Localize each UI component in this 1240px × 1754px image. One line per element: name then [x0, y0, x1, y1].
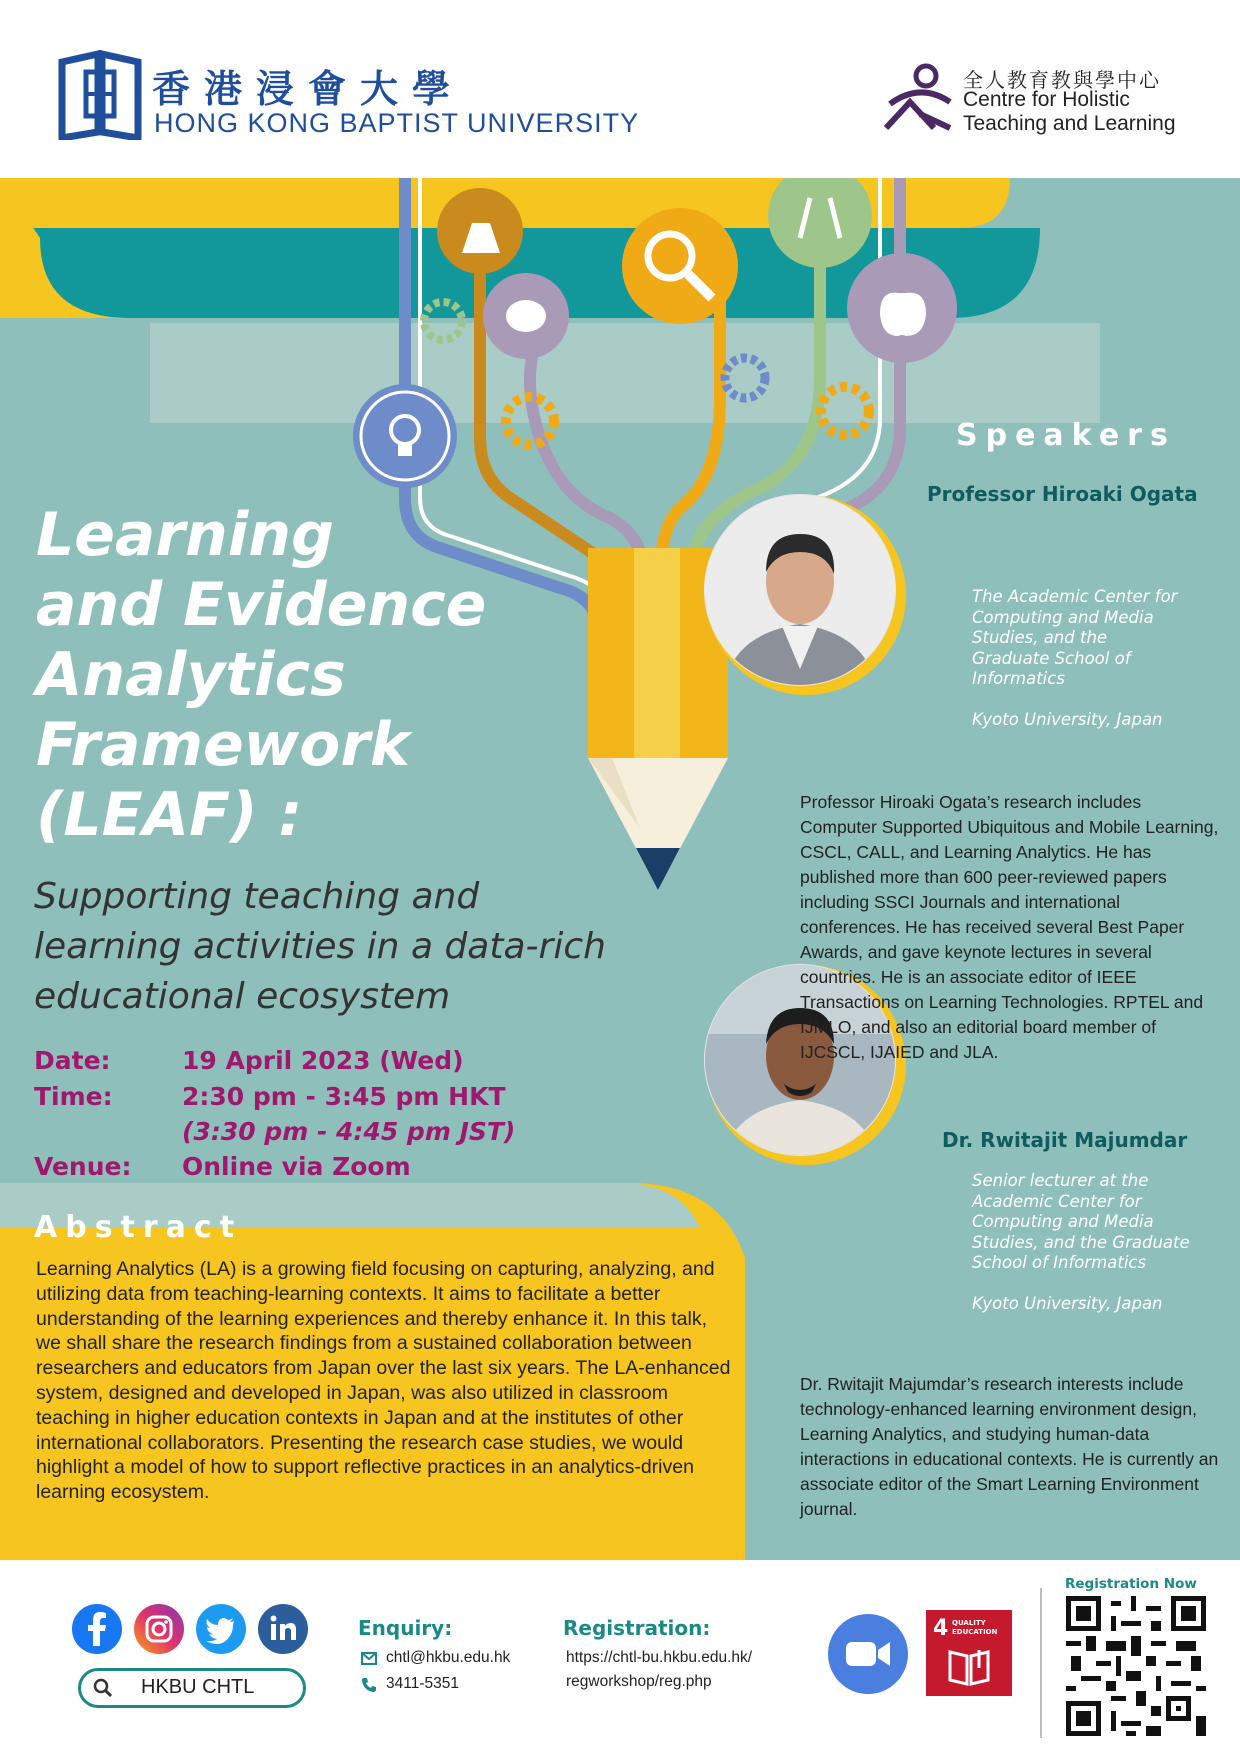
email-icon	[361, 1652, 377, 1665]
event-subtitle	[34, 872, 606, 1022]
affiliation-line: Informatics	[972, 669, 1065, 688]
linkedin-icon[interactable]	[258, 1604, 308, 1654]
chtl-logo-icon	[880, 62, 958, 134]
registration-url-line: regworkshop/reg.php	[566, 1673, 712, 1690]
affiliation-line: Studies, and the Graduate	[972, 1232, 1190, 1252]
centre-name-en-line2: Teaching and Learning	[963, 112, 1176, 135]
affiliation-line: Studies, and the	[972, 628, 1108, 647]
enquiry-phone[interactable]: 3411-5351	[386, 1675, 459, 1692]
search-box[interactable]	[78, 1668, 306, 1708]
enquiry-label: Enquiry:	[358, 1616, 453, 1640]
search-icon	[93, 1678, 113, 1698]
affiliation-line: Senior lecturer at the	[972, 1171, 1149, 1190]
speaker-1-affiliation	[972, 587, 1232, 730]
centre-name-zh: 全人教育教與學中心	[963, 68, 1161, 92]
abstract-text: Learning Analytics (LA) is a growing field focusing on capturing, analyzing, and utilizing data from teaching-learning contexts. It aims to facilitate a better understanding of the learning experiences and thereby enhance it. In this talk, we shall share the research findings from a sustained collaboration between researchers and educators from Japan over the last six years. The LA-enhanced system, designed and developed in Japan, was also utilized in classroom teaching in higher education contexts in Japan and at the institutes of other international collaborators. Presenting the research case studies, we would highlight a model of how to support reflective practices in an analytics-driven learning ecosystem.	[36, 1258, 731, 1504]
event-subtitle-line: educational ecosystem	[34, 976, 451, 1017]
facebook-icon[interactable]	[72, 1604, 122, 1654]
footer-divider	[1040, 1588, 1042, 1738]
sdg4-number: 4	[933, 1616, 949, 1641]
speaker-1-bio: Professor Hiroaki Ogata’s research includes Computer Supported Ubiquitous and Mobile Learning, CSCL, CALL, and Learning Analytics. He has published more than 600 peer-reviewed papers including SSCI Journals and international conferences. He has received several Best Paper Awards, and gave keynote lectures in several countries. He is an associate editor of IEEE Transactions on Learning Technologies. RPTEL and IJMLO, and also an editorial board member of IJCSCL, IJAIED and JLA.	[800, 792, 1219, 1062]
registration-url-line: https://chtl-bu.hkbu.edu.hk/	[566, 1649, 753, 1666]
affiliation-line: Academic Center for	[972, 1191, 1142, 1211]
affiliation-line: Computing and Media	[972, 607, 1154, 627]
university-name-en: HONG KONG BAPTIST UNIVERSITY	[154, 108, 640, 138]
sdg4-badge	[926, 1610, 1012, 1696]
university-name-zh: 香港浸會大學	[152, 67, 465, 111]
phone-icon	[361, 1677, 377, 1693]
instagram-icon[interactable]	[134, 1604, 184, 1654]
venue-value: Online via Zoom	[182, 1152, 411, 1181]
event-title-line: (LEAF) :	[36, 780, 303, 850]
sdg4-label-line: QUALITY	[952, 1619, 986, 1627]
date-value: 19 April 2023 (Wed)	[182, 1046, 464, 1075]
affiliation-line: School of Informatics	[972, 1253, 1147, 1272]
speaker-1-institution: Kyoto University, Japan	[972, 709, 1163, 729]
affiliation-line: The Academic Center for	[972, 587, 1178, 606]
header	[0, 0, 1240, 178]
twitter-icon[interactable]	[196, 1604, 246, 1654]
registration-label: Registration:	[563, 1616, 711, 1640]
qr-caption: Registration Now	[1065, 1576, 1197, 1592]
speaker-2-name: Dr. Rwitajit Majumdar	[942, 1128, 1188, 1152]
affiliation-line: Computing and Media	[972, 1212, 1154, 1231]
event-title-line: Analytics	[36, 640, 346, 710]
event-title-line: Learning	[36, 500, 334, 570]
centre-name-en-line1: Centre for Holistic	[963, 88, 1130, 111]
search-text: HKBU CHTL	[141, 1676, 255, 1698]
registration-url[interactable]	[566, 1649, 752, 1691]
speaker-2-affiliation	[972, 1171, 1240, 1314]
footer	[0, 1560, 1240, 1754]
enquiry-email[interactable]: chtl@hkbu.edu.hk	[386, 1649, 511, 1666]
zoom-icon	[828, 1614, 908, 1694]
centre-name-en	[963, 88, 1176, 136]
time-label: Time:	[34, 1082, 113, 1111]
event-title-line: Framework	[36, 710, 410, 780]
time-value-jst: (3:30 pm - 4:45 pm JST)	[182, 1117, 516, 1146]
hkbu-logo-icon	[58, 50, 142, 140]
poster-body	[0, 178, 1240, 1560]
event-title-line: and Evidence	[36, 570, 487, 640]
event-title	[36, 500, 486, 850]
registration-qr-code-icon[interactable]	[1066, 1596, 1206, 1736]
book-icon	[946, 1646, 992, 1686]
speaker-1-name: Professor Hiroaki Ogata	[927, 482, 1198, 506]
time-value: 2:30 pm - 3:45 pm HKT	[182, 1082, 506, 1111]
sdg4-label-line: EDUCATION	[952, 1628, 998, 1636]
venue-label: Venue:	[34, 1152, 132, 1181]
speaker-2-bio: Dr. Rwitajit Majumdar’s research interests include technology-enhanced learning environment design, Learning Analytics, and studying human-data interactions in educational contexts. He is currently an associate editor of the Smart Learning Environment journal.	[800, 1374, 1219, 1519]
sdg4-label	[952, 1619, 997, 1637]
affiliation-line: Graduate School of	[972, 648, 1131, 668]
event-subtitle-line: learning activities in a data-rich	[34, 926, 606, 967]
event-subtitle-line: Supporting teaching and	[34, 876, 480, 917]
speaker-1-photo	[704, 494, 896, 686]
abstract-heading: Abstract	[34, 1210, 243, 1245]
speakers-heading: Speakers	[956, 418, 1176, 453]
date-label: Date:	[34, 1046, 111, 1075]
speaker-2-institution: Kyoto University, Japan	[972, 1293, 1163, 1313]
